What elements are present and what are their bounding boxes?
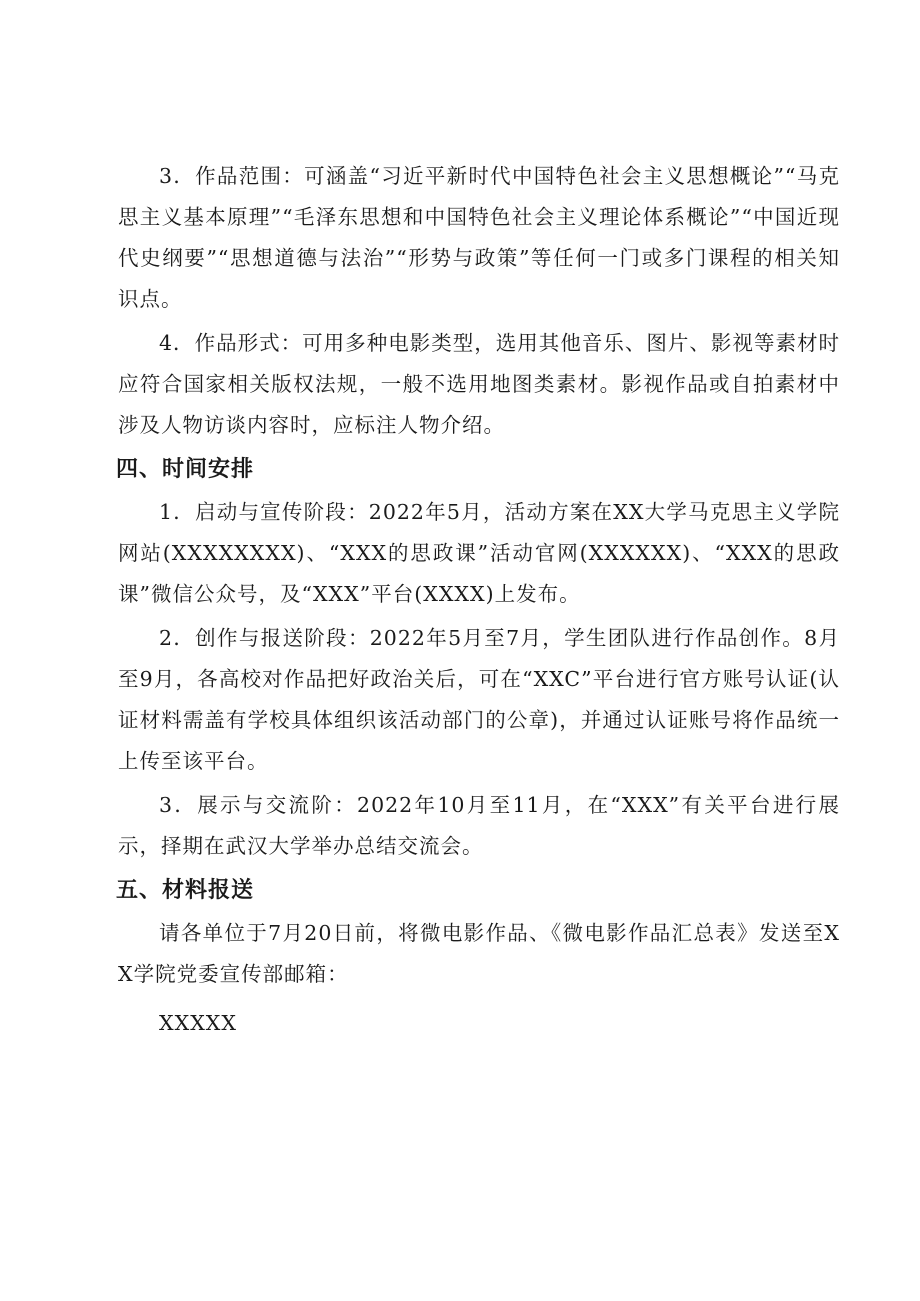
schedule-item-launch: 1．启动与宣传阶段：2022年5月，活动方案在XX大学马克思主义学院网站(XXXXXXXX)、“XXX的思政课”活动官网(XXXXXX)、“XXX的思政课”微信公众号，及“XXX”平台(XXXX)上发布。 [118,500,840,606]
submission-instructions: 请各单位于7月20日前，将微电影作品、《微电影作品汇总表》发送至XX学院党委宣传部邮箱： [118,921,840,986]
schedule-item-exhibition: 3．展示与交流阶：2022年10月至11月，在“XXX”有关平台进行展示，择期在武汉大学举办总结交流会。 [118,793,840,858]
schedule-item-creation: 2．创作与报送阶段：2022年5月至7月，学生团队进行作品创作。8月至9月，各高校对作品把好政治关后，可在“XXC”平台进行官方账号认证(认证材料需盖有学校具体组织该活动部门的公章)，并通过认证账号将作品统一上传至该平台。 [118,626,840,773]
paragraph-format: 4．作品形式：可用多种电影类型，选用其他音乐、图片、影视等素材时应符合国家相关版权法规，一般不选用地图类素材。影视作品或自拍素材中涉及人物访谈内容时，应标注人物介绍。 [118,331,840,437]
section-heading-submission: 五、材料报送 [116,878,255,903]
paragraph-scope: 3．作品范围：可涵盖“习近平新时代中国特色社会主义思想概论”“马克思主义基本原理”“毛泽东思想和中国特色社会主义理论体系概论”“中国近现代史纲要”“思想道德与法治”“形势与政策”等任何一门或多门课程的相关知识点。 [118,164,840,311]
section-heading-schedule: 四、时间安排 [116,457,255,482]
document-body [118,156,840,1044]
submission-email: XXXXX [159,1011,237,1035]
